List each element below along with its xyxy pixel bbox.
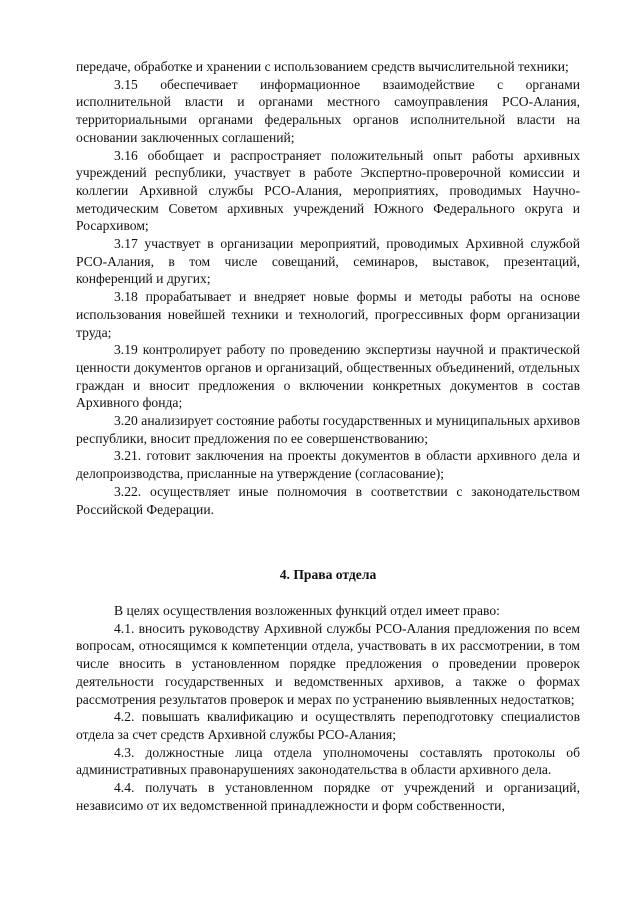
- paragraph-4-2: 4.2. повышать квалификацию и осуществлять переподготовку специалистов отдела за счет средств Архивной службы РСО-Алания;: [76, 709, 580, 742]
- rights-list: [76, 602, 580, 814]
- paragraph-3-17: 3.17 участвует в организации мероприятий, проводимых Архивной службой РСО-Алания, в том числе совещаний, семинаров, выставок, презентаций, конференций и других;: [76, 236, 580, 287]
- functions-list: [76, 58, 580, 518]
- paragraph-3-22: 3.22. осуществляет иные полномочия в соответствии с законодательством Российской Федерации.: [76, 483, 580, 517]
- rights-intro: В целях осуществления возложенных функций отдел имеет право:: [114, 603, 500, 618]
- paragraph-3-20: 3.20 анализирует состояние работы государственных и муниципальных архивов республики, вносит предложения по ее совершенствованию;: [76, 413, 580, 446]
- paragraph-3-16: 3.16 обобщает и распространяет положительный опыт работы архивных учреждений республики, участвует в работе Экспертно-проверочной комиссии и коллегии Архивной службы РСО-Алания, мероприятиях, проводимых Научно-методическим Советом архивных учреждений Южного Федерального округа и Росархивом;: [76, 147, 580, 234]
- paragraph-3-21: 3.21. готовит заключения на проекты документов в области архивного дела и делопроизводства, присланные на утверждение (согласование);: [76, 448, 580, 482]
- paragraph-continuation: передаче, обработке и хранении с использованием средств вычислительной техники;: [76, 59, 569, 74]
- paragraph-4-1: 4.1. вносить руководству Архивной службы РСО-Алания предложения по всем вопросам, относящимся к компетенции отдела, участвовать в их рассмотрении, в том числе вносить в установленном порядке предложения о проведении проверок деятельности государственных и ведомственных архивов, а также о формах рассмотрения результатов проверок и мерах по устранению выявленных недостатков;: [76, 620, 580, 707]
- paragraph-3-19: 3.19 контролирует работу по проведению экспертизы научной и практической ценности документов органов и организаций, общественных объединений, отдельных граждан и вносит предложения о включении конкретных документов в состав Архивного фонда;: [76, 342, 580, 411]
- paragraph-4-3: 4.3. должностные лица отдела уполномочены составлять протоколы об административных правонарушениях законодательства в области архивного дела.: [76, 744, 580, 778]
- paragraph-4-4: 4.4. получать в установленном порядке от учреждений и организаций, независимо от их ведомственной принадлежности и форм собственности,: [76, 780, 580, 813]
- paragraph-3-18: 3.18 прорабатывает и внедряет новые формы и методы работы на основе использования новейшей техники и технологий, прогрессивных форм организации труда;: [76, 289, 580, 340]
- section-heading: 4. Права отдела: [279, 567, 377, 582]
- paragraph-3-15: 3.15 обеспечивает информационное взаимодействие с органами исполнительной власти и органами местного самоуправления РСО-Алания, территориальными органами федеральных органов исполнительной власти на основании заключенных соглашений;: [76, 76, 580, 145]
